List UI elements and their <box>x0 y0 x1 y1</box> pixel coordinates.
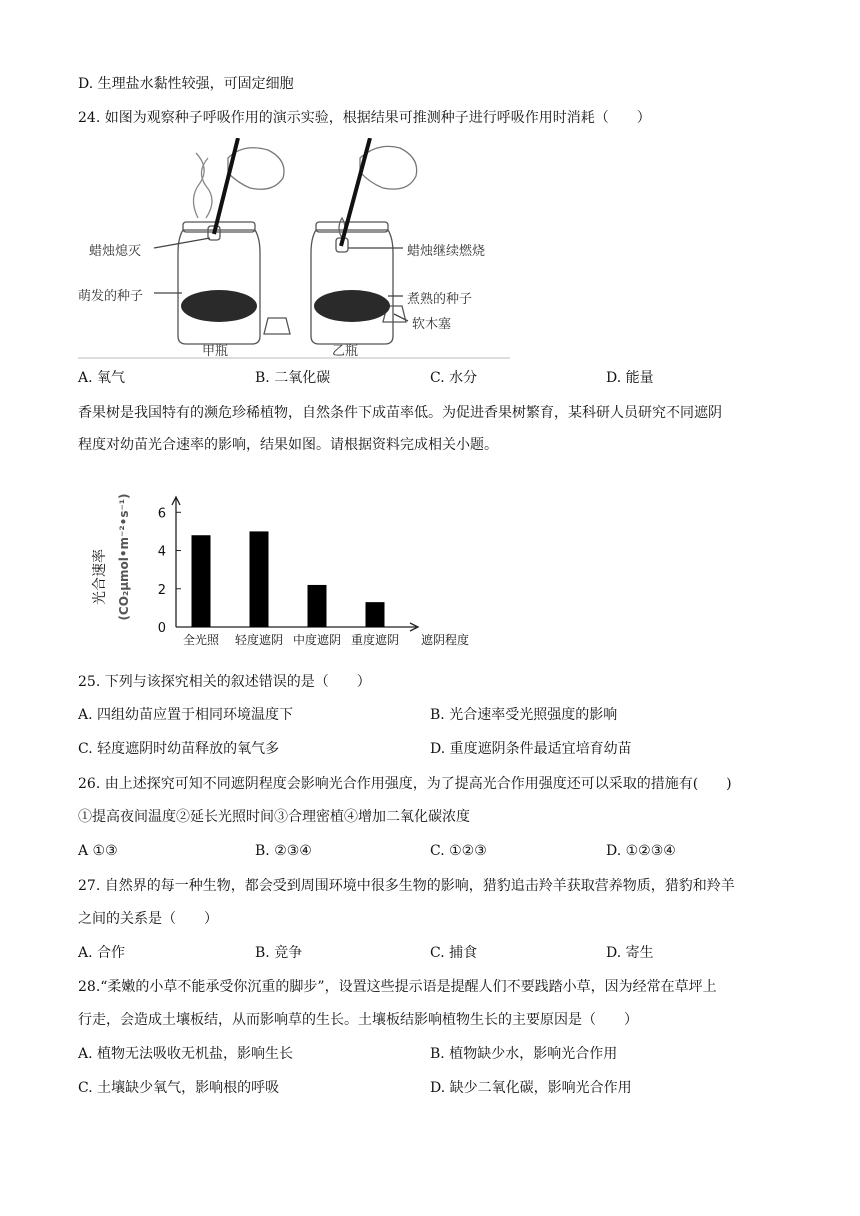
q24-option-d: D. 能量 <box>606 370 654 386</box>
q25-option-b: B. 光合速率受光照强度的影响 <box>430 707 618 723</box>
chart-xlabel: 遮阴程度 <box>421 633 470 647</box>
y-tick-label: 0 <box>157 621 166 636</box>
q27-option-a: A. 合作 <box>78 945 126 961</box>
label-cork: 软木塞 <box>412 317 452 332</box>
question-27-line-1: 27. 自然界的每一种生物，都会受到周围环境中很多生物的影响，猎豹追击羚羊获取营养物质，猎豹和羚羊 <box>78 878 735 894</box>
q24-option-c: C. 水分 <box>430 370 478 386</box>
q24-option-a: A. 氧气 <box>78 370 126 386</box>
question-25: 25. 下列与该探究相关的叙述错误的是（ ） <box>78 674 371 690</box>
q24-option-b: B. 二氧化碳 <box>255 370 331 386</box>
q26-option-d: D. ①②③④ <box>606 843 676 859</box>
q25-option-c: C. 轻度遮阴时幼苗释放的氧气多 <box>78 741 280 757</box>
y-tick-label: 4 <box>157 544 166 560</box>
y-tick-label: 6 <box>157 506 166 522</box>
x-category-label: 轻度遮阴 <box>234 633 284 647</box>
chart-ylabel-unit: (CO₂μmol•m⁻²•s⁻¹) <box>117 493 131 621</box>
x-category-label: 全光照 <box>182 633 220 647</box>
question-28-line-2: 行走，会造成土壤板结，从而影响草的生长。土壤板结影响植物生长的主要原因是（ ） <box>78 1012 638 1028</box>
label-boiled-seeds: 煮熟的种子 <box>407 292 473 307</box>
bar-2 <box>250 531 269 627</box>
passage-line-2: 程度对幼苗光合速率的影响，结果如图。请根据资料完成相关小题。 <box>78 437 498 453</box>
q26-option-b: B. ②③④ <box>255 843 312 859</box>
q26-items: ①提高夜间温度②延长光照时间③合理密植④增加二氧化碳浓度 <box>78 809 470 825</box>
label-jar-jia: 甲瓶 <box>202 344 229 359</box>
q27-option-c: C. 捕食 <box>430 945 478 961</box>
x-category-label: 重度遮阴 <box>350 633 400 647</box>
q25-option-a: A. 四组幼苗应置于相同环境温度下 <box>78 707 294 723</box>
bar-4 <box>366 602 385 627</box>
bar-3 <box>308 585 327 627</box>
q28-option-c: C. 土壤缺少氧气，影响根的呼吸 <box>78 1080 280 1096</box>
question-24: 24. 如图为观察种子呼吸作用的演示实验，根据结果可推测种子进行呼吸作用时消耗（ ） <box>78 110 651 126</box>
label-candle-out: 蜡烛熄灭 <box>89 244 142 259</box>
q26-option-c: C. ①②③ <box>430 843 487 859</box>
question-28-line-1: 28.“柔嫩的小草不能承受你沉重的脚步”，设置这些提示语是提醒人们不要践踏小草，因为经常在草坪上 <box>78 979 717 995</box>
bar-1 <box>192 535 211 627</box>
passage-line-1: 香果树是我国特有的濒危珍稀植物，自然条件下成苗率低。为促进香果树繁育，某科研人员研究不同遮阴 <box>78 405 722 421</box>
shading-photosynthesis-chart <box>78 485 498 657</box>
q28-option-d: D. 缺少二氧化碳，影响光合作用 <box>430 1080 632 1096</box>
question-27-line-2: 之间的关系是（ ） <box>78 911 218 927</box>
label-candle-burning: 蜡烛继续燃烧 <box>407 244 486 259</box>
chart-ylabel: 光合速率 <box>92 549 108 605</box>
q26-option-a: A ①③ <box>78 843 118 859</box>
q27-option-b: B. 竞争 <box>255 945 303 961</box>
y-tick-label: 2 <box>157 582 166 598</box>
q23-option-d: D. 生理盐水黏性较强，可固定细胞 <box>78 76 294 92</box>
q28-option-a: A. 植物无法吸收无机盐，影响生长 <box>78 1046 294 1062</box>
q28-option-b: B. 植物缺少水，影响光合作用 <box>430 1046 618 1062</box>
q25-option-d: D. 重度遮阴条件最适宜培育幼苗 <box>430 741 632 757</box>
label-germinating-seeds: 萌发的种子 <box>78 289 144 304</box>
x-category-label: 中度遮阴 <box>292 633 342 647</box>
q27-option-d: D. 寄生 <box>606 945 654 961</box>
label-jar-yi: 乙瓶 <box>332 344 359 359</box>
question-26: 26. 由上述探究可知不同遮阴程度会影响光合作用强度，为了提高光合作用强度还可以采取的措施有( ) <box>78 776 732 792</box>
